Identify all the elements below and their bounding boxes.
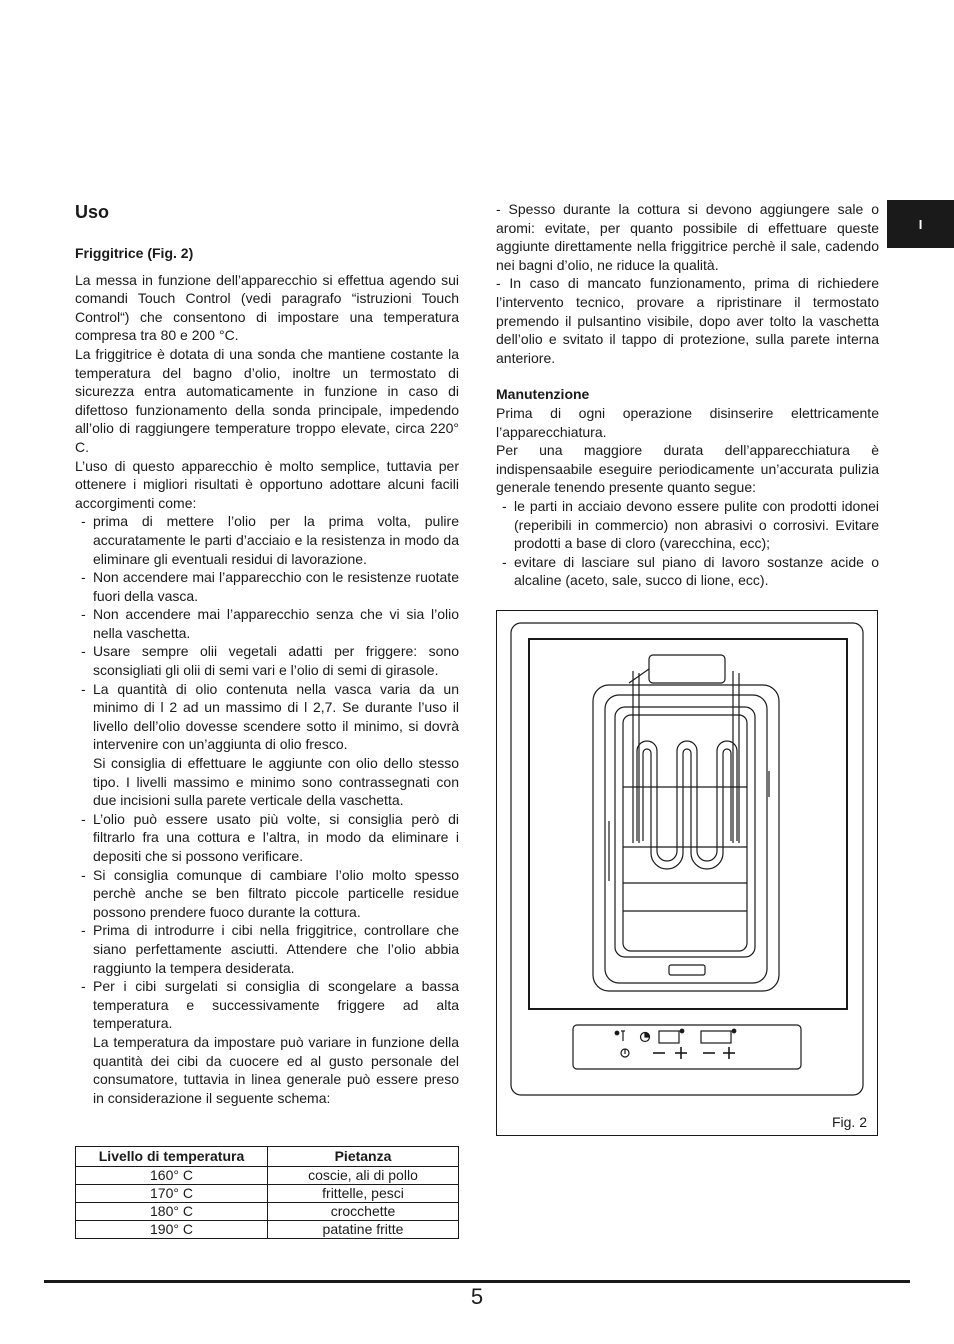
table-cell: patatine fritte: [268, 1221, 459, 1239]
section-title: Uso: [75, 202, 110, 222]
footer-rule: [44, 1280, 910, 1283]
language-tab: I: [887, 200, 954, 248]
list-item: - evitare di lasciare sul piano di lavoro sostanze acide o alcaline (aceto, sale, succo di lione, ecc).: [496, 553, 879, 590]
list-item-note: La temperatura da impostare può variare in funzione della quantità dei cibi da cuocere ed al gusto personale del consumatore, tuttavia in linea generale può essere preso in considerazione il seguente schema:: [93, 1033, 459, 1106]
table-row: [76, 1221, 459, 1239]
table-cell: 160° C: [76, 1167, 268, 1185]
list-item: - Per i cibi surgelati si consiglia di scongelare a bassa temperatura e successivamente friggere ad alta temperatura. La temperatura da impostare può variare in funzione della quantità dei cibi da cuocere ed al gusto personale del consumatore, tuttavia in linea generale può essere preso in considerazione il seguente schema:: [75, 977, 459, 1107]
fryer-figure: [496, 610, 878, 1136]
table-cell: 180° C: [76, 1203, 268, 1221]
list-item-note: Si consiglia di effettuare le aggiunte con olio dello stesso tipo. I livelli massimo e minimo sono contrassegnati con due incisioni sulla parete verticale della vaschetta.: [93, 755, 459, 809]
table-header: Livello di temperatura: [76, 1147, 268, 1167]
page-number: 5: [470, 1284, 484, 1309]
maintenance-paragraph: Per una maggiore durata dell’apparecchiatura è indispensaabile eseguire periodicamente un’accurata pulizia generale tenendo presente quanto segue:: [496, 442, 879, 496]
table-header: Pietanza: [268, 1147, 459, 1167]
list-item: - le parti in acciaio devono essere pulite con prodotti idonei (reperibili in commercio) non abrasivi o corrosivi. Evitare prodotti a base di cloro (varecchina, ecc);: [496, 497, 879, 553]
temperature-table: [75, 1146, 459, 1239]
list-item: - L’olio può essere usato più volte, si consiglia però di filtrarlo fra una cottura e l’altra, in modo da eliminare i depositi che si possono verificare.: [75, 810, 459, 866]
list-item: - Prima di introdurre i cibi nella friggitrice, controllare che siano perfettamente asciutti. Attendere che l’olio abbia raggiunto la tempera desiderata.: [75, 921, 459, 977]
maintenance-paragraph: Prima di ogni operazione disinserire elettricamente l’apparecchiatura.: [496, 404, 879, 440]
table-row: [76, 1203, 459, 1221]
list-item: - Si consiglia comunque di cambiare l’olio molto spesso perchè anche se ben filtrato piccole particelle residue possono prendere fuoco durante la cottura.: [75, 866, 459, 922]
table-row: [76, 1185, 459, 1203]
figure-caption: Fig. 2: [831, 1114, 867, 1130]
thermostat-note: - In caso di mancato funzionamento, prima di richiedere l’intervento tecnico, provare a ripristinare il termostato premendo il pulsantino visibile, dopo aver tolto la vaschetta dell’olio e svitato il tappo di protezione, sulla parete interna anteriore.: [496, 275, 879, 366]
salt-note: - Spesso durante la cottura si devono aggiungere sale o aromi: evitate, per quanto possibile di effettuare queste aggiunte direttamente nella friggitrice perchè il sale, cadendo nei bagni d’olio, ne riduce la qualità.: [496, 201, 879, 273]
list-item: - La quantità di olio contenuta nella vasca varia da un minimo di l 2 ad un massimo di l 2,7. Se durante l’uso il livello dell’olio dovesse scendere sotto il minimo, si dovrà intervenire con un’aggiunta di olio fresco. Si consiglia di effettuare le aggiunte con olio dello stesso tipo. I livelli massimo e minimo sono contrassegnati con due incisioni sulla parete verticale della vaschetta.: [75, 680, 459, 810]
right-column: [496, 200, 879, 590]
list-item: - prima di mettere l’olio per la prima volta, pulire accuratamente le parti d’acciaio e la resistenza in modo da eliminare gli eventuali residui di lavorazione.: [75, 512, 459, 568]
fryer-subtitle: Friggitrice (Fig. 2): [75, 245, 194, 261]
table-cell: 190° C: [76, 1221, 268, 1239]
fryer-drawing: [497, 611, 877, 1135]
maintenance-list: [496, 497, 879, 590]
list-item: - Non accendere mai l’apparecchio con le resistenze ruotate fuori della vasca.: [75, 568, 459, 605]
left-column: [75, 200, 459, 1107]
list-item: - Usare sempre olii vegetali adatti per friggere: sono sconsigliati gli olii di semi vari e l’olio di semi di girasole.: [75, 642, 459, 679]
table-cell: coscie, ali di pollo: [268, 1167, 459, 1185]
table-row: [76, 1167, 459, 1185]
maintenance-title: Manutenzione: [496, 386, 590, 403]
table-cell: frittelle, pesci: [268, 1185, 459, 1203]
table-cell: crocchette: [268, 1203, 459, 1221]
table-cell: 170° C: [76, 1185, 268, 1203]
usage-paragraph: L’uso di questo apparecchio è molto semplice, tuttavia per ottenere i migliori risultati è opportuno adottare alcuni facili accorgimenti come:: [75, 457, 459, 511]
usage-tips-list: [75, 512, 459, 1107]
probe-paragraph: La friggitrice è dotata di una sonda che mantiene costante la temperatura del bagno d’olio, inoltre un termostato di sicurezza entra automaticamente in funzione in caso di difettoso funzionamento della sonda principale, impedendo all’olio di raggiungere temperature troppo elevate, circa 220° C.: [75, 345, 459, 455]
list-item: - Non accendere mai l’apparecchio senza che vi sia l’olio nella vaschetta.: [75, 605, 459, 642]
intro-paragraph: La messa in funzione dell’apparecchio si effettua agendo sui comandi Touch Control (vedi paragrafo “istruzioni Touch Control“) che consentono di impostare una temperatura compresa tra 80 e 200 °C.: [75, 271, 459, 344]
table-header-row: [76, 1147, 459, 1167]
